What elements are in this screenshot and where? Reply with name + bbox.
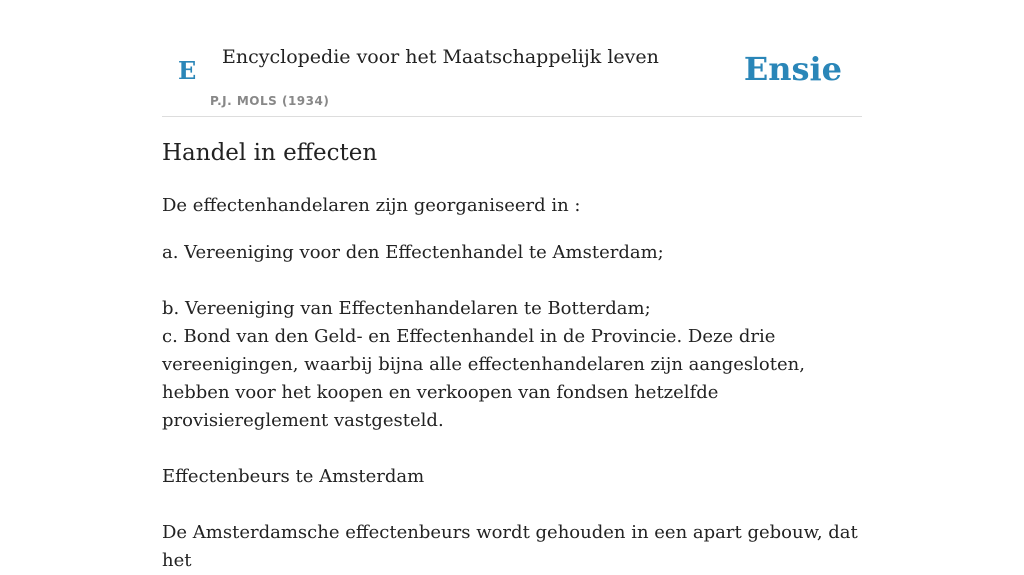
author-label: P.J. MOLS (1934) xyxy=(210,94,330,108)
header xyxy=(162,0,862,117)
page xyxy=(162,0,862,571)
list-item-b: b. Vereeniging van Effectenhandelaren te Botterdam; xyxy=(162,298,651,319)
spacer xyxy=(162,435,862,463)
list-item-a: a. Vereeniging voor den Effectenhandel te Amsterdam; xyxy=(162,242,664,263)
paragraph: De Amsterdamsche effectenbeurs wordt gehouden in een apart gebouw, dat het xyxy=(162,522,858,571)
spacer xyxy=(162,491,862,519)
publication-title[interactable]: Encyclopedie voor het Maatschappelijk leven xyxy=(222,46,659,68)
logo-letter[interactable]: E xyxy=(178,56,197,85)
subheading: Effectenbeurs te Amsterdam xyxy=(162,466,425,487)
spacer xyxy=(162,267,862,295)
article-title: Handel in effecten xyxy=(162,140,378,166)
list-item-c: c. Bond van den Geld- en Effectenhandel in de Provincie. Deze drie vereenigingen, waarbij bijna alle effectenhandelaren zijn aangesloten, hebben voor het koopen en verkoopen van fondsen hetzelfde provisiereglement vastgesteld. xyxy=(162,326,805,431)
intro-paragraph: De effectenhandelaren zijn georganiseerd in : xyxy=(162,195,581,216)
brand-logo[interactable]: Ensie xyxy=(743,50,842,88)
article-body xyxy=(162,192,862,575)
